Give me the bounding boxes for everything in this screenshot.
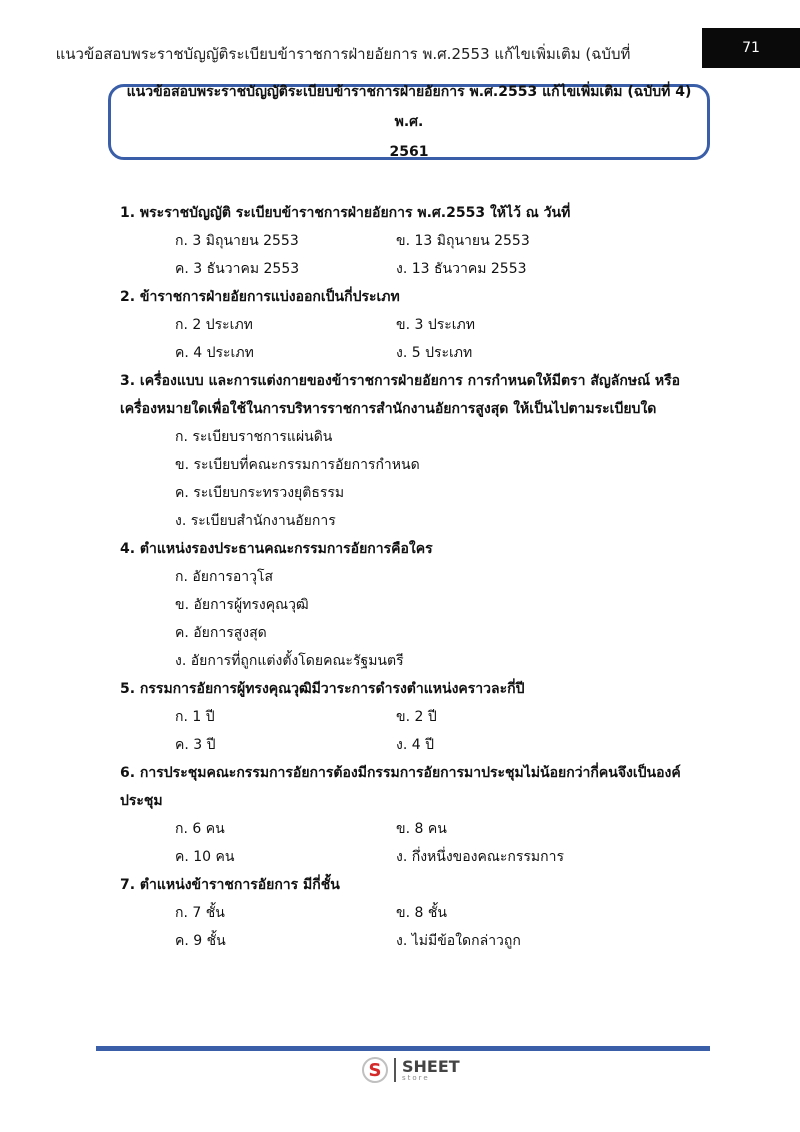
- option-d: ง. ไม่มีข้อใดกล่าวถูก: [396, 933, 521, 949]
- question-text: 2. ข้าราชการฝ่ายอัยการแบ่งออกเป็นกี่ประเภท: [120, 289, 400, 305]
- option-a: ก. 7 ชั้น: [175, 905, 225, 921]
- title-box: [108, 84, 710, 160]
- running-header: แนวข้อสอบพระราชบัญญัติระเบียบข้าราชการฝ่ายอัยการ พ.ศ.2553 แก้ไขเพิ่มเติม (ฉบับที่: [55, 45, 631, 63]
- option-d: ง. 13 ธันวาคม 2553: [396, 261, 527, 277]
- option-b: ข. 8 ชั้น: [396, 905, 447, 921]
- document-title: [125, 77, 693, 167]
- option-d: ง. 4 ปี: [396, 737, 434, 753]
- option-a: ก. ระเบียบราชการแผ่นดิน: [175, 429, 333, 445]
- option-c: ค. 4 ประเภท: [175, 345, 254, 361]
- option-b: ข. 13 มิถุนายน 2553: [396, 233, 530, 249]
- option-c: ค. 3 ธันวาคม 2553: [175, 261, 300, 277]
- option-d: ง. กึ่งหนึ่งของคณะกรรมการ: [396, 849, 564, 865]
- logo-text: SHEET: [402, 1056, 460, 1076]
- option-d: ง. ระเบียบสำนักงานอัยการ: [175, 513, 336, 529]
- question-5: [120, 675, 700, 759]
- question-text-line-1: 3. เครื่องแบบ และการแต่งกายของข้าราชการฝ่ายอัยการ การกำหนดให้มีตรา สัญลักษณ์ หรือ: [120, 373, 681, 389]
- option-b: ข. 8 คน: [396, 821, 447, 837]
- logo-s-icon: [362, 1057, 388, 1083]
- question-3: [120, 367, 700, 535]
- question-2: [120, 283, 700, 367]
- option-c: ค. 9 ชั้น: [175, 933, 226, 949]
- logo-wordmark: [402, 1056, 460, 1082]
- option-b: ข. อัยการผู้ทรงคุณวุฒิ: [175, 597, 309, 613]
- question-text: 1. พระราชบัญญัติ ระเบียบข้าราชการฝ่ายอัยการ พ.ศ.2553 ให้ไว้ ณ วันที่: [120, 205, 571, 221]
- option-c: ค. อัยการสูงสุด: [175, 625, 267, 641]
- question-1: [120, 199, 700, 283]
- title-line-1: แนวข้อสอบพระราชบัญญัติระเบียบข้าราชการฝ่ายอัยการ พ.ศ.2553 แก้ไขเพิ่มเติม (ฉบับที่ 4) พ.ศ.: [126, 84, 692, 130]
- question-7: [120, 871, 700, 955]
- title-line-2: 2561: [389, 144, 429, 160]
- question-text-line-2: เครื่องหมายใดเพื่อใช้ในการบริหารราชการสำนักงานอัยการสูงสุด ให้เป็นไปตามระเบียบใด: [120, 401, 657, 417]
- option-a: ก. 1 ปี: [175, 709, 215, 725]
- option-b: ข. ระเบียบที่คณะกรรมการอัยการกำหนด: [175, 457, 420, 473]
- question-4: [120, 535, 700, 675]
- option-b: ข. 3 ประเภท: [396, 317, 475, 333]
- question-text-line-2: ประชุม: [120, 793, 163, 809]
- option-a: ก. 3 มิถุนายน 2553: [175, 233, 299, 249]
- question-text-line-1: 6. การประชุมคณะกรรมการอัยการต้องมีกรรมการอัยการมาประชุมไม่น้อยกว่ากี่คนจึงเป็นองค์: [120, 765, 681, 781]
- option-c: ค. 3 ปี: [175, 737, 216, 753]
- sheet-store-logo: [362, 1053, 460, 1087]
- option-c: ค. 10 คน: [175, 849, 235, 865]
- question-list: [120, 199, 700, 955]
- option-a: ก. 2 ประเภท: [175, 317, 253, 333]
- option-a: ก. 6 คน: [175, 821, 225, 837]
- option-c: ค. ระเบียบกระทรวงยุติธรรม: [175, 485, 345, 501]
- footer-divider: [96, 1046, 710, 1051]
- question-6: [120, 759, 700, 871]
- option-d: ง. อัยการที่ถูกแต่งตั้งโดยคณะรัฐมนตรี: [175, 653, 404, 669]
- logo-subtext: store: [402, 1073, 430, 1082]
- option-a: ก. อัยการอาวุโส: [175, 569, 274, 585]
- option-b: ข. 2 ปี: [396, 709, 437, 725]
- question-text: 4. ตำแหน่งรองประธานคณะกรรมการอัยการคือใคร: [120, 541, 433, 557]
- question-text: 5. กรรมการอัยการผู้ทรงคุณวุฒิมีวาระการดำรงตำแหน่งคราวละกี่ปี: [120, 681, 525, 697]
- option-d: ง. 5 ประเภท: [396, 345, 473, 361]
- logo-separator: [394, 1058, 396, 1082]
- logo-letter: S: [368, 1059, 382, 1081]
- page-number: 71: [702, 28, 800, 68]
- question-text: 7. ตำแหน่งข้าราชการอัยการ มีกี่ชั้น: [120, 877, 340, 893]
